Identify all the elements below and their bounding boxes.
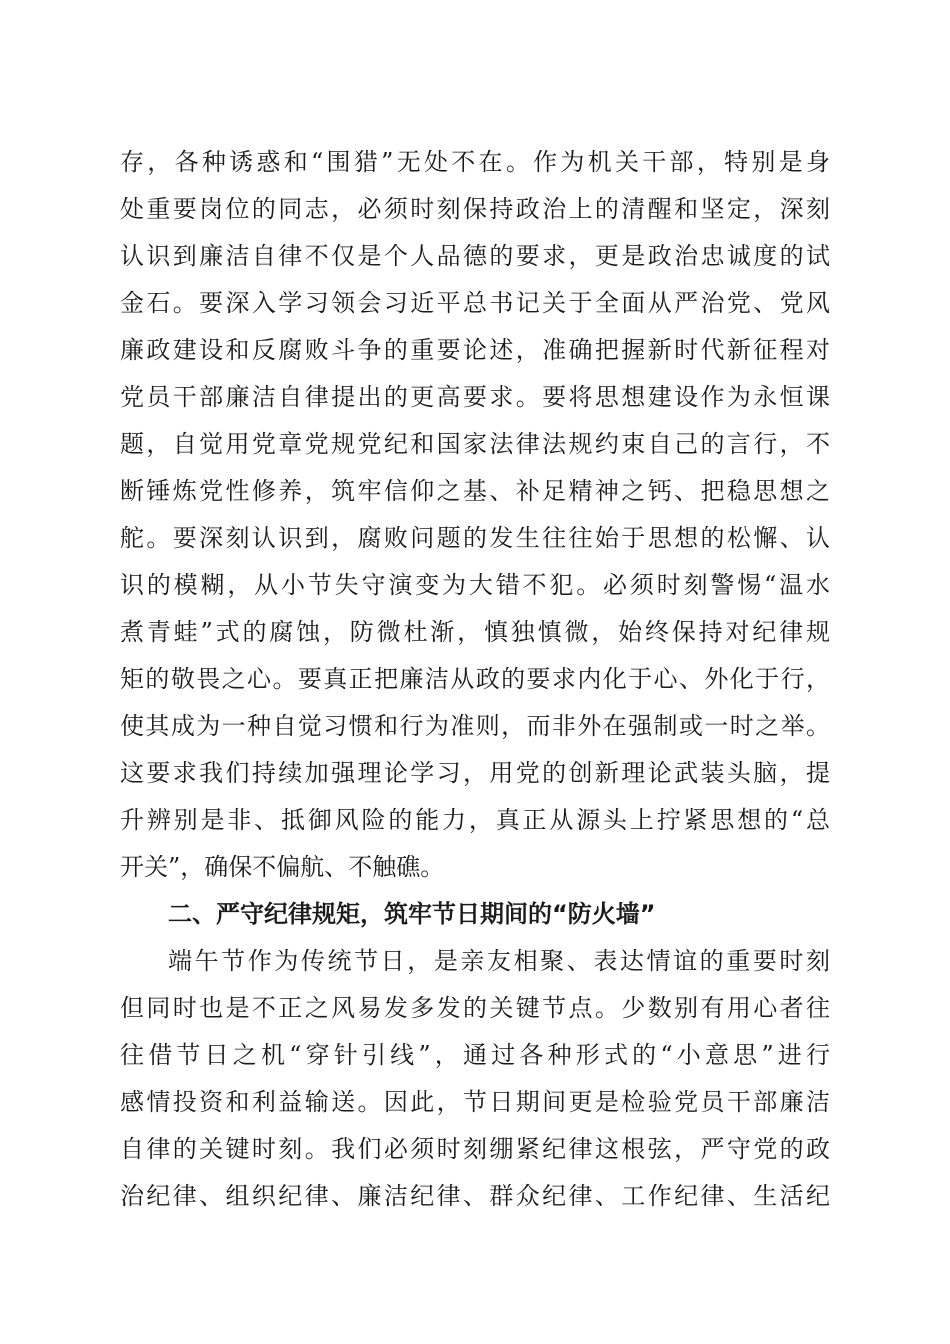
paragraph-2-line-6: 治纪律、组织纪律、廉洁纪律、群众纪律、工作纪律、生活纪 xyxy=(120,1182,830,1210)
paragraph-1-line-10: 识的模糊，从小节失守演变为大错不犯。必须时刻警惕“温水 xyxy=(120,571,830,599)
paragraph-1-line-11: 煮青蛙”式的腐蚀，防微杜渐，慎独慎微，始终保持对纪律规 xyxy=(120,618,830,646)
paragraph-2-line-3: 往借节日之机“穿针引线”，通过各种形式的“小意思”进行 xyxy=(120,1041,830,1069)
paragraph-1-line-15: 升辨别是非、抵御风险的能力，真正从源头上拧紧思想的“总 xyxy=(120,806,830,834)
paragraph-1-line-2: 处重要岗位的同志，必须时刻保持政治上的清醒和坚定，深刻 xyxy=(120,195,830,223)
paragraph-2-line-5: 自律的关键时刻。我们必须时刻绷紧纪律这根弦，严守党的政 xyxy=(120,1135,830,1163)
paragraph-1-line-5: 廉政建设和反腐败斗争的重要论述，准确把握新时代新征程对 xyxy=(120,336,830,364)
paragraph-1-line-6: 党员干部廉洁自律提出的更高要求。要将思想建设作为永恒课 xyxy=(120,383,830,411)
paragraph-1-line-9: 舵。要深刻认识到，腐败问题的发生往往始于思想的松懈、认 xyxy=(120,524,830,552)
paragraph-2-line-2: 但同时也是不正之风易发多发的关键节点。少数别有用心者往 xyxy=(120,994,830,1022)
paragraph-1-line-7: 题，自觉用党章党规党纪和国家法律法规约束自己的言行，不 xyxy=(120,430,830,458)
paragraph-1-line-14: 这要求我们持续加强理论学习，用党的创新理论武装头脑，提 xyxy=(120,759,830,787)
paragraph-1-line-12: 矩的敬畏之心。要真正把廉洁从政的要求内化于心、外化于行， xyxy=(120,665,830,693)
paragraph-2-line-4: 感情投资和利益输送。因此，节日期间更是检验党员干部廉洁 xyxy=(120,1088,830,1116)
paragraph-1-line-13: 使其成为一种自觉习惯和行为准则，而非外在强制或一时之举。 xyxy=(120,712,830,740)
paragraph-1-line-1: 存，各种诱惑和“围猎”无处不在。作为机关干部，特别是身 xyxy=(120,148,830,176)
paragraph-1-line-3: 认识到廉洁自律不仅是个人品德的要求，更是政治忠诚度的试 xyxy=(120,242,830,270)
paragraph-1-line-8: 断锤炼党性修养，筑牢信仰之基、补足精神之钙、把稳思想之 xyxy=(120,477,830,505)
paragraph-2-line-1: 端午节作为传统节日，是亲友相聚、表达情谊的重要时刻 xyxy=(168,947,830,975)
paragraph-1-line-16: 开关”，确保不偏航、不触礁。 xyxy=(120,853,445,881)
section-heading-2: 二、严守纪律规矩，筑牢节日期间的“防火墙” xyxy=(168,900,656,928)
paragraph-1-line-4: 金石。要深入学习领会习近平总书记关于全面从严治党、党风 xyxy=(120,289,830,317)
